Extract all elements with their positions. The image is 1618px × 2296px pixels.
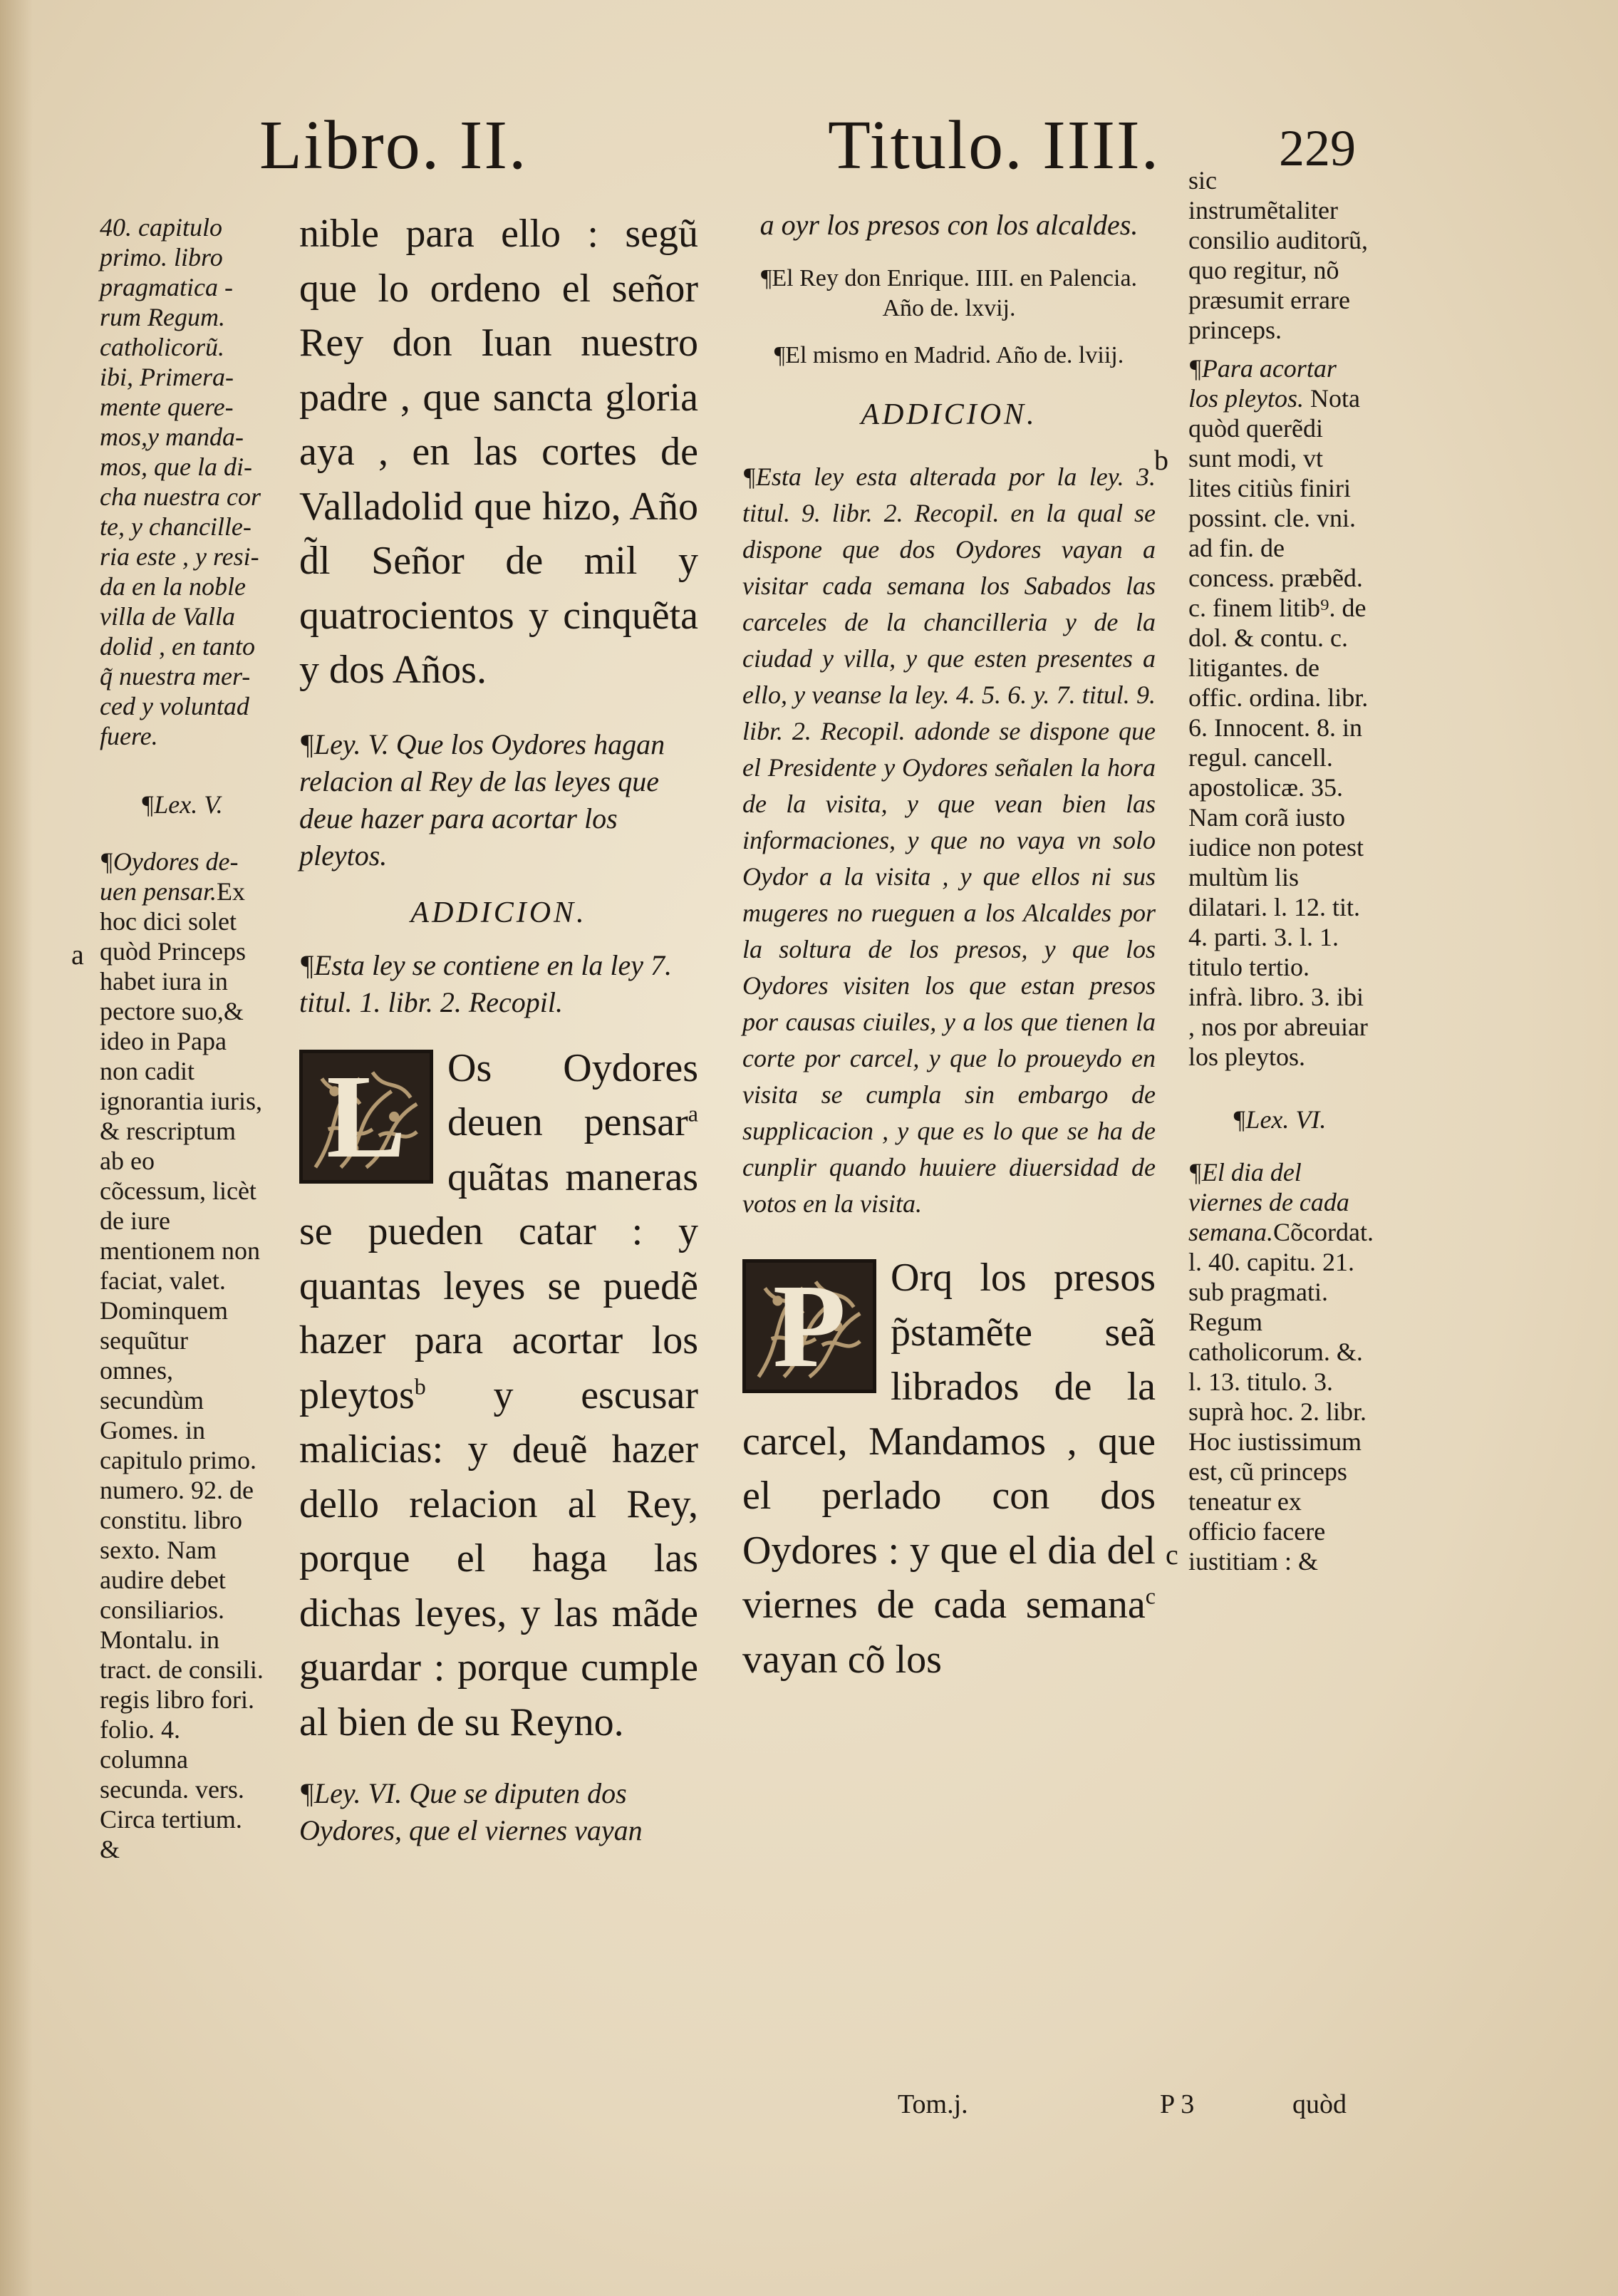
footnote-marker-b: b — [414, 1372, 426, 1399]
right-gloss-para2-lead: ¶Para acortar los pleytos. — [1188, 354, 1337, 413]
right-gloss-para3-text: Cõcordat. l. 40. capitu. 21. sub pragmati. Regum catholicorum. &. l. 13. titulo. 3. suprà hoc. 2. libr. Hoc iustissimum est, cũ princeps teneatur ex officio facere iustitiam : & — [1188, 1218, 1374, 1576]
col2-top-text: a oyr los presos con los alcaldes. — [759, 209, 1139, 241]
left-gloss-para2 — [100, 847, 264, 1864]
page-number: 229 — [1279, 120, 1356, 177]
initial-letter-p: P — [772, 1260, 846, 1392]
col2-addicion-label: ADDICION. — [861, 398, 1037, 431]
decorated-initial-p — [742, 1259, 876, 1393]
signature-mark: P 3 — [1160, 2089, 1195, 2119]
main-column-2 — [742, 207, 1156, 1687]
ley5-heading: ¶Ley. V. Que los Oydores hagan relacion al Rey de las leyes que deue hazer para acortar los pleytos. — [299, 728, 665, 872]
col2-body-text — [742, 1251, 1156, 1687]
right-gloss-para1: sic instrumẽtaliter consilio auditorũ, quo regitur, nõ præsumit errare princeps. — [1188, 166, 1368, 344]
catchword-tom: Tom.j. — [898, 2089, 968, 2119]
col1-body-text — [299, 1041, 698, 1750]
ley6-heading: ¶Ley. VI. Que se diputen dos Oydores, que el viernes vayan — [299, 1777, 643, 1846]
col2-ref-enrique: ¶El Rey don Enrique. IIII. en Palencia. Año de. lxvij. — [760, 265, 1138, 321]
right-gloss-column — [1188, 165, 1374, 1576]
footnote-marker-c: c — [1145, 1583, 1156, 1609]
margin-letter-a: a — [71, 938, 84, 971]
col1-addicion-label: ADDICION. — [410, 896, 587, 929]
left-gloss-para2-text: Ex hoc dici solet quòd Princeps habet iura in pectore suo,& ideo in Papa non cadit ignorantia iuris, & rescriptum ab eo cõcessum, licèt de iure mentionem non faciat, valet. Dominquem sequũtur omnes, secundùm Gomes. in capitulo primo. numero. 92. de constitu. libro sexto. Nam audire debet consiliarios. Montalu. in tract. de consili. regis libro fori. folio. 4. columna secunda. vers. Circa tertium. & — [100, 877, 264, 1863]
right-gloss-para2-text: Nota quòd querẽdi sunt modi, vt lites citiùs finiri possint. cle. vni. ad fin. de concess. præbẽd. c. finem litib⁹. de dol. & contu. c. litigantes. de offic. ordina. libr. 6. Innocent. 8. in regul. cancell. apostolicæ. 35. Nam corã iusto iudice non potest multùm lis dilatari. l. 12. tit. 4. parti. 3. l. 1. titulo tertio. infrà. libro. 3. ibi , nos por abreuiar los pleytos. — [1188, 384, 1369, 1071]
page-edge-shadow — [0, 0, 33, 2296]
col1-body-part1: Os Oydores deuen pensar — [447, 1045, 698, 1144]
catchword-quod: quòd — [1292, 2089, 1347, 2119]
running-header-left: Libro. II. — [259, 107, 528, 184]
col2-body-part1: Orq los presos p̃stamẽte seã librados de la carcel, Mandamos , que el perlado con dos Oydores : y que el dia del viernes de cada semana — [742, 1256, 1156, 1627]
left-gloss-para2-lead: ¶Oydores de- uen pensar. — [100, 847, 239, 906]
right-gloss-para3-lead: ¶El dia del viernes de cada semana. — [1188, 1158, 1349, 1246]
col1-top-text: nible para ello : segũ que lo ordeno el señor Rey don Iuan nuestro padre , que sancta gloria aya , en las cortes de Valladolid que hizo, Año d̃l Señor de mil y quatrocientos y cinquẽta y dos Años. — [299, 212, 698, 692]
right-gloss-lex-label: ¶Lex. VI. — [1232, 1105, 1327, 1134]
main-column-1 — [299, 207, 698, 1849]
col1-body-part3: y escusar malicias: y deuẽ hazer dello relacion al Rey, porque el haga las dichas leyes, y las mãde guardar : porque cumple al bien de su Reyno. — [299, 1372, 698, 1744]
right-gloss-para2 — [1188, 353, 1370, 1072]
col1-addicion-text: ¶Esta ley se contiene en la ley 7. titul. 1. libr. 2. Recopil. — [299, 948, 672, 1018]
left-gloss-column — [100, 212, 264, 1864]
margin-letter-b: b — [1154, 444, 1168, 476]
running-header-right: Titulo. IIII. — [828, 107, 1161, 184]
decorated-initial-l — [299, 1050, 433, 1184]
col2-body-part2: vayan cõ los — [742, 1637, 942, 1682]
footnote-marker-a: a — [688, 1100, 698, 1127]
initial-letter-l: L — [326, 1050, 407, 1183]
col1-body-part2: quãtas maneras se pueden catar : y quantas leyes se puedẽ hazer para acortar los pleytos — [299, 1154, 698, 1417]
left-gloss-lex-label: ¶Lex. V. — [140, 790, 223, 819]
left-gloss-para1: 40. capitulo primo. libro pragmatica - rum Regum. catholicorũ. ibi, Primera- mente quere- mos,y manda- mos, que la di- cha nuestra cor te, y chancille- ria este , y resi- da en la noble villa de Valla dolid , en tanto q̃ nuestra mer- ced y voluntad fuere. — [100, 213, 261, 750]
right-gloss-para3 — [1188, 1157, 1374, 1576]
col2-addicion-text: ¶Esta ley esta alterada por la ley. 3. titul. 9. libr. 2. Recopil. en la qual se dispone que dos Oydores vayan a visitar cada semana los Sabados las carceles de la chancilleria y de la ciudad y villa, y que esten presentes a ello, y veanse la ley. 4. 5. 6. y. 7. titul. 9. libr. 2. Recopil. adonde se dispone que el Presidente y Oydores señalen la hora de la visita, y que vean bien las informaciones, y que no vaya vn solo Oydor a la visita , y que ellos ni sus mugeres no rueguen a los Alcaldes por la soltura de los presos, y que los Oydores visiten los que estan presos por causas ciuiles, y a los que tienen la corte por carcel, y que lo proueydo en visita se cumpla sin embargo de supplicacion , y que es lo que se ha de cunplir quando huuiere diuersidad de votos en la visita. — [742, 462, 1156, 1218]
col2-ref-madrid: ¶El mismo en Madrid. Año de. lviij. — [774, 342, 1124, 368]
margin-letter-c: c — [1166, 1539, 1178, 1571]
